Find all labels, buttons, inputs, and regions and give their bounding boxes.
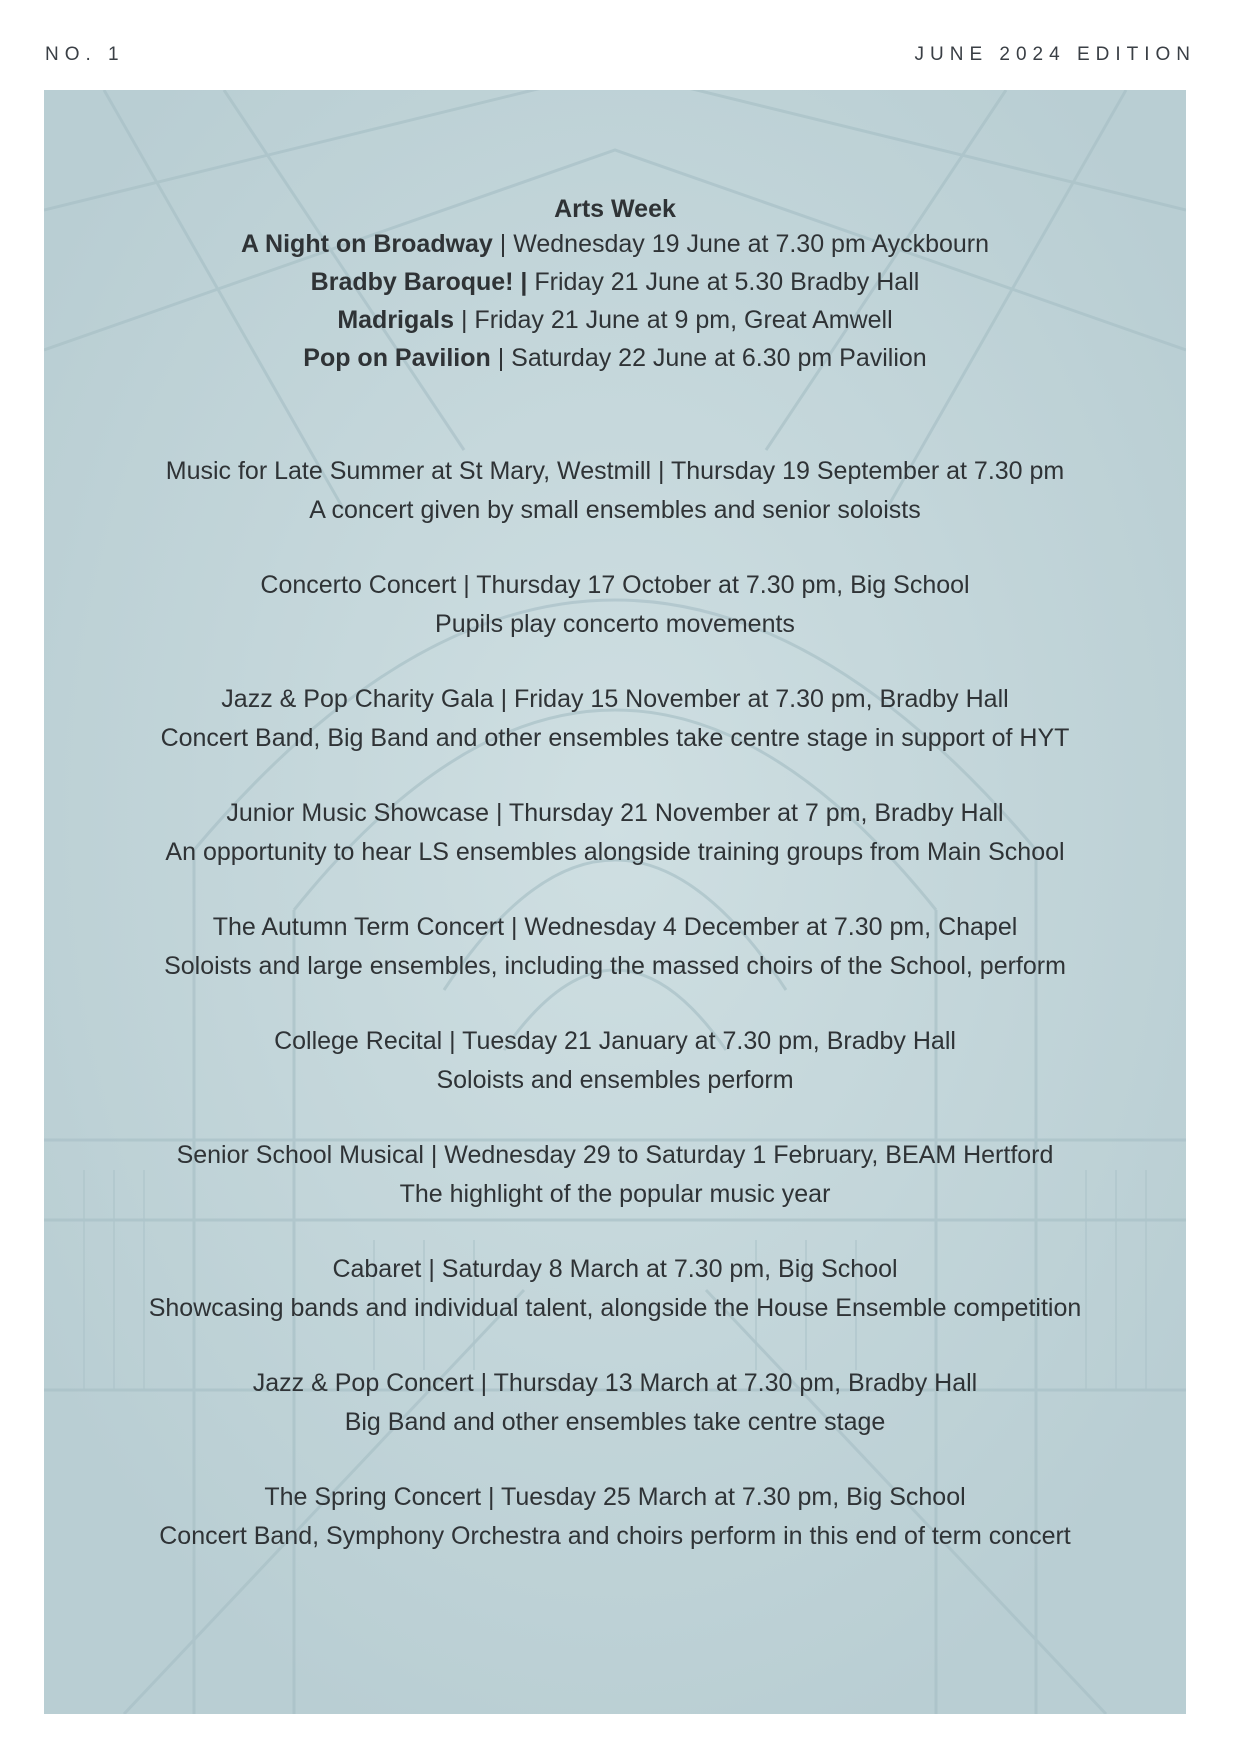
- event-description: Soloists and ensembles perform: [436, 1066, 794, 1094]
- event-title: Jazz & Pop Charity Gala | Friday 15 November at 7.30 pm, Bradby Hall: [221, 685, 1009, 713]
- arts-item-name: A Night on Broadway: [240, 230, 493, 258]
- event-title: Music for Late Summer at St Mary, Westmill | Thursday 19 September at 7.30 pm: [165, 457, 1065, 485]
- event-title: Cabaret | Saturday 8 March at 7.30 pm, Big School: [332, 1255, 898, 1283]
- event-description: Pupils play concerto movements: [435, 610, 795, 638]
- event-description: Concert Band, Big Band and other ensembles take centre stage in support of HYT: [160, 724, 1070, 752]
- issue-number: NO. 1: [45, 44, 125, 65]
- event-title: College Recital | Tuesday 21 January at 7.30 pm, Bradby Hall: [274, 1027, 956, 1055]
- event-item: [44, 452, 1186, 530]
- event-item: [44, 1478, 1186, 1556]
- event-description: Showcasing bands and individual talent, alongside the House Ensemble competition: [148, 1294, 1082, 1322]
- arts-item-details: Friday 21 June at 9 pm, Great Amwell: [474, 306, 893, 334]
- edition-label: JUNE 2024 EDITION: [914, 44, 1196, 65]
- event-title: The Spring Concert | Tuesday 25 March at 7.30 pm, Big School: [264, 1483, 966, 1511]
- event-title: Jazz & Pop Concert | Thursday 13 March at 7.30 pm, Bradby Hall: [252, 1369, 978, 1397]
- arts-week-title: Arts Week: [554, 195, 676, 223]
- event-item: [44, 1136, 1186, 1214]
- event-description: Concert Band, Symphony Orchestra and choirs perform in this end of term concert: [159, 1522, 1071, 1550]
- arts-week-item: [44, 268, 1186, 297]
- event-title: The Autumn Term Concert | Wednesday 4 December at 7.30 pm, Chapel: [212, 913, 1018, 941]
- event-description: A concert given by small ensembles and senior soloists: [309, 496, 921, 524]
- event-description: Soloists and large ensembles, including the massed choirs of the School, perform: [164, 952, 1066, 980]
- event-description: An opportunity to hear LS ensembles alongside training groups from Main School: [165, 838, 1065, 866]
- event-item: [44, 1250, 1186, 1328]
- arts-item-name: Pop on Pavilion: [303, 344, 491, 372]
- arts-item-details: Saturday 22 June at 6.30 pm Pavilion: [511, 344, 927, 372]
- page-header: [45, 40, 1196, 70]
- event-item: [44, 908, 1186, 986]
- events-panel: [44, 90, 1186, 1714]
- event-item: [44, 1364, 1186, 1442]
- event-title: Senior School Musical | Wednesday 29 to Saturday 1 February, BEAM Hertford: [176, 1141, 1054, 1169]
- event-item: [44, 566, 1186, 644]
- event-description: The highlight of the popular music year: [399, 1180, 831, 1208]
- event-item: [44, 794, 1186, 872]
- arts-week-item: Madrigals | Friday 21 June at 9 pm, Great Amwell: [337, 306, 893, 334]
- event-title: Junior Music Showcase | Thursday 21 November at 7 pm, Bradby Hall: [226, 799, 1004, 827]
- event-title: Concerto Concert | Thursday 17 October at 7.30 pm, Big School: [260, 571, 970, 599]
- arts-item-name: Bradby Baroque! |: [310, 268, 528, 296]
- event-item: [44, 1022, 1186, 1100]
- arts-item-name: Madrigals: [337, 306, 455, 334]
- arts-week-item: Pop on Pavilion | Saturday 22 June at 6.30 pm Pavilion: [303, 344, 927, 372]
- event-item: [44, 680, 1186, 758]
- event-description: Big Band and other ensembles take centre stage: [344, 1408, 886, 1436]
- arts-item-details: Friday 21 June at 5.30 Bradby Hall: [534, 268, 920, 296]
- arts-item-details: Wednesday 19 June at 7.30 pm Ayckbourn: [513, 230, 990, 258]
- arts-week-item: A Night on Broadway | Wednesday 19 June at 7.30 pm Ayckbourn: [240, 230, 990, 258]
